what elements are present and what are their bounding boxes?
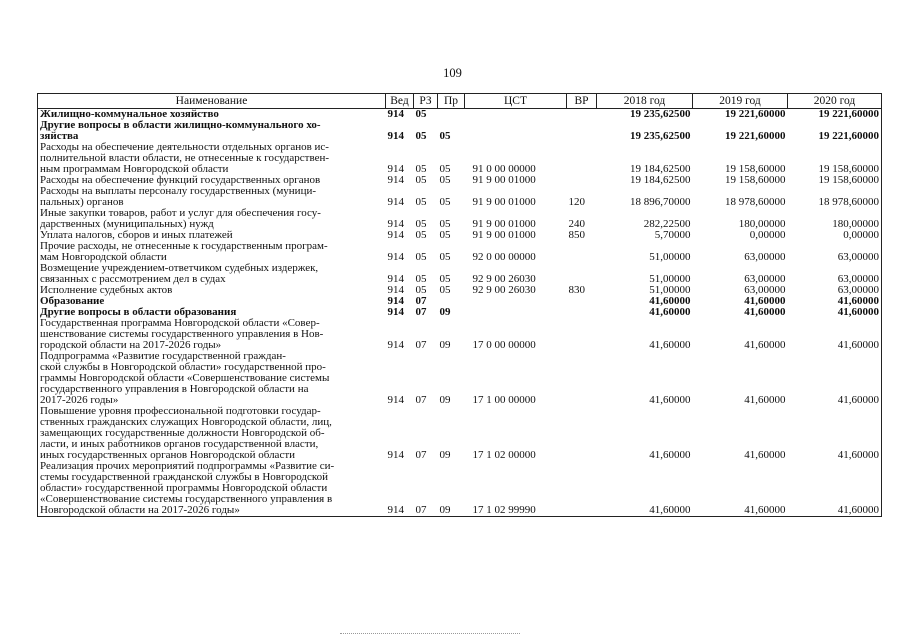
cell-ved: 914 bbox=[387, 163, 404, 175]
col-header-rz: РЗ bbox=[414, 94, 438, 109]
col-header-2020: 2020 год bbox=[788, 94, 882, 109]
cell-y2020: 41,60000 bbox=[788, 406, 882, 461]
table-row bbox=[38, 406, 882, 461]
cell-y2018: 18 896,70000 bbox=[630, 196, 691, 208]
cell-name: Возмещение учреждением-ответчиком судебных издержек, связанных с рассмотрением дел в судах bbox=[38, 263, 386, 285]
cell-vr bbox=[567, 142, 597, 175]
cell-vr bbox=[567, 318, 597, 351]
cell-pr: 05 bbox=[439, 163, 451, 175]
cell-name: Расходы на выплаты персоналу государственных (муници- пальных) органов bbox=[38, 186, 386, 208]
cell-name: Исполнение судебных актов bbox=[38, 285, 386, 296]
cell-pr: 09 bbox=[439, 306, 451, 318]
cell-vr bbox=[567, 351, 597, 406]
cell-ved: 914 bbox=[387, 251, 404, 263]
cell-name: Уплата налогов, сборов и иных платежей bbox=[38, 230, 386, 241]
cell-cst: 91 0 00 00000 bbox=[472, 163, 536, 175]
cell-name: Государственная программа Новгородской области «Совер- шенствование системы государственного управления в Нов- городской области на 2017-2026 годы» bbox=[38, 318, 386, 351]
cell-cst: 92 9 00 26030 bbox=[472, 284, 536, 296]
cell-vr bbox=[567, 296, 597, 307]
cell-y2019: 63,00000 bbox=[744, 251, 786, 263]
cell-vr bbox=[567, 263, 597, 285]
cell-ved: 914 bbox=[387, 284, 404, 296]
cell-y2020: 41,60000 bbox=[788, 296, 882, 307]
cell-pr: 09 bbox=[439, 449, 451, 461]
table-row bbox=[38, 142, 882, 175]
cell-ved: 914 bbox=[387, 394, 404, 406]
cell-pr: 05 bbox=[439, 218, 451, 230]
cell-y2018: 51,00000 bbox=[649, 284, 691, 296]
cell-y2020: 63,00000 bbox=[788, 263, 882, 285]
cell-y2019: 41,60000 bbox=[744, 449, 786, 461]
cell-ved: 914 bbox=[387, 273, 404, 285]
cell-y2019: 180,00000 bbox=[738, 218, 786, 230]
cell-y2020: 19 158,60000 bbox=[788, 175, 882, 186]
cell-pr: 05 bbox=[439, 284, 451, 296]
cell-y2020: 18 978,60000 bbox=[788, 186, 882, 208]
cell-ved: 914 bbox=[387, 196, 404, 208]
cell-rz: 05 bbox=[415, 108, 427, 120]
cell-y2018: 51,00000 bbox=[649, 251, 691, 263]
cell-rz: 07 bbox=[414, 461, 438, 517]
cell-y2020: 41,60000 bbox=[788, 461, 882, 517]
cell-cst bbox=[465, 307, 567, 318]
cell-vr bbox=[567, 461, 597, 517]
cell-name: Расходы на обеспечение функций государственных органов bbox=[38, 175, 386, 186]
cell-vr: 240 bbox=[568, 218, 585, 230]
cell-y2020: 41,60000 bbox=[788, 307, 882, 318]
cell-pr: 05 bbox=[439, 130, 451, 142]
cell-rz: 05 bbox=[415, 273, 427, 285]
cell-ved: 914 bbox=[387, 339, 404, 351]
cell-name: Другие вопросы в области образования bbox=[38, 307, 386, 318]
cell-rz: 07 bbox=[415, 449, 427, 461]
cell-pr: 05 bbox=[439, 273, 451, 285]
cell-y2019: 18 978,60000 bbox=[725, 196, 786, 208]
cell-ved: 914 bbox=[387, 295, 404, 307]
cell-cst bbox=[465, 120, 567, 142]
cell-rz: 07 bbox=[415, 306, 427, 318]
table-header-row bbox=[38, 94, 882, 109]
cell-pr: 09 bbox=[439, 394, 451, 406]
cell-y2019: 19 158,60000 bbox=[725, 163, 786, 175]
cell-name: Повышение уровня профессиональной подготовки государ- ственных гражданских служащих Новгородской области, лиц, замещающих государственные должности Новгородской об- ласти, и иных работников органов государственной власти, иных государственных органов Новгородской области bbox=[38, 406, 386, 461]
cell-y2020: 19 158,60000 bbox=[788, 142, 882, 175]
table-row bbox=[38, 318, 882, 351]
cell-ved: 914 bbox=[387, 449, 404, 461]
cell-pr: 05 bbox=[439, 251, 451, 263]
cell-rz: 05 bbox=[415, 229, 427, 241]
cell-y2019: 19 221,60000 bbox=[725, 130, 786, 142]
cell-name: Образование bbox=[38, 296, 386, 307]
cell-cst: 92 9 00 26030 bbox=[472, 273, 536, 285]
cell-cst: 17 1 02 99990 bbox=[465, 461, 567, 517]
cell-cst: 17 1 00 00000 bbox=[472, 394, 536, 406]
cell-y2018: 19 235,62500 bbox=[630, 108, 691, 120]
cell-cst: 91 9 00 01000 bbox=[472, 229, 536, 241]
cell-y2018: 41,60000 bbox=[649, 449, 691, 461]
col-header-ved: Вед bbox=[386, 94, 414, 109]
cell-y2019: 19 158,60000 bbox=[725, 174, 786, 186]
col-header-vr: ВР bbox=[567, 94, 597, 109]
table-body bbox=[38, 109, 882, 517]
cell-y2018: 282,22500 bbox=[643, 218, 691, 230]
cell-vr bbox=[567, 175, 597, 186]
budget-table bbox=[37, 93, 882, 517]
cell-y2020: 180,00000 bbox=[788, 208, 882, 230]
cell-y2019: 41,60000 bbox=[693, 461, 788, 517]
cell-vr: 830 bbox=[568, 284, 585, 296]
cell-y2019: 41,60000 bbox=[744, 339, 786, 351]
cell-cst: 92 0 00 00000 bbox=[472, 251, 536, 263]
cell-y2020: 41,60000 bbox=[788, 318, 882, 351]
cell-cst: 17 1 02 00000 bbox=[472, 449, 536, 461]
cell-ved: 914 bbox=[386, 461, 414, 517]
cell-rz: 07 bbox=[415, 295, 427, 307]
cell-vr bbox=[567, 120, 597, 142]
cell-y2018: 41,60000 bbox=[649, 306, 691, 318]
cell-pr: 05 bbox=[439, 196, 451, 208]
cell-vr: 120 bbox=[568, 196, 585, 208]
cell-y2018: 51,00000 bbox=[649, 273, 691, 285]
cell-pr bbox=[438, 109, 465, 121]
cell-vr bbox=[567, 406, 597, 461]
cell-cst: 17 0 00 00000 bbox=[472, 339, 536, 351]
cell-rz: 05 bbox=[415, 196, 427, 208]
cell-y2020: 0,00000 bbox=[788, 230, 882, 241]
cell-y2018: 19 235,62500 bbox=[630, 130, 691, 142]
cell-vr bbox=[567, 241, 597, 263]
cell-ved: 914 bbox=[387, 218, 404, 230]
cell-y2019: 41,60000 bbox=[744, 306, 786, 318]
cell-vr bbox=[567, 109, 597, 121]
cell-cst bbox=[465, 109, 567, 121]
cell-name: Реализация прочих мероприятий подпрограммы «Развитие си- стемы государственной гражданской службы в Новгородской области» государственной программы Новгородской области «Совершенствование системы государственного управления в Новгородской области на 2017-2026 годы» bbox=[38, 461, 386, 517]
cell-name: Жилищно-коммунальное хозяйство bbox=[38, 109, 386, 121]
cell-rz: 07 bbox=[415, 339, 427, 351]
cell-name: Расходы на обеспечение деятельности отдельных органов ис- полнительной власти области, не отнесенные к государствен- ным программам Новгородской области bbox=[38, 142, 386, 175]
cell-vr bbox=[567, 307, 597, 318]
cell-pr: 09 bbox=[439, 339, 451, 351]
cell-pr: 09 bbox=[438, 461, 465, 517]
cell-y2018: 41,60000 bbox=[649, 295, 691, 307]
col-header-cst: ЦСТ bbox=[465, 94, 567, 109]
cell-y2018: 41,60000 bbox=[649, 339, 691, 351]
cell-rz: 05 bbox=[415, 130, 427, 142]
cell-y2019: 63,00000 bbox=[744, 284, 786, 296]
cell-pr: 05 bbox=[439, 229, 451, 241]
scan-artifact-divider bbox=[340, 633, 520, 637]
cell-cst: 91 9 00 01000 bbox=[472, 218, 536, 230]
cell-vr: 850 bbox=[568, 229, 585, 241]
cell-y2019: 19 221,60000 bbox=[725, 108, 786, 120]
cell-name: Другие вопросы в области жилищно-коммунального хо- зяйства bbox=[38, 120, 386, 142]
cell-name: Прочие расходы, не отнесенные к государственным програм- мам Новгородской области bbox=[38, 241, 386, 263]
cell-y2020: 63,00000 bbox=[788, 241, 882, 263]
cell-rz: 05 bbox=[415, 284, 427, 296]
cell-y2019: 0,00000 bbox=[749, 229, 786, 241]
col-header-pr: Пр bbox=[438, 94, 465, 109]
table-row bbox=[38, 208, 882, 230]
cell-y2018: 19 184,62500 bbox=[630, 174, 691, 186]
cell-rz: 05 bbox=[415, 251, 427, 263]
cell-y2018: 41,60000 bbox=[597, 461, 693, 517]
col-header-2018: 2018 год bbox=[597, 94, 693, 109]
cell-cst: 91 9 00 01000 bbox=[472, 196, 536, 208]
table-row bbox=[38, 186, 882, 208]
cell-y2020: 63,00000 bbox=[788, 285, 882, 296]
table-row bbox=[38, 241, 882, 263]
table-row bbox=[38, 263, 882, 285]
cell-y2019: 41,60000 bbox=[744, 394, 786, 406]
cell-rz: 05 bbox=[415, 163, 427, 175]
cell-ved: 914 bbox=[387, 306, 404, 318]
cell-y2019: 63,00000 bbox=[744, 273, 786, 285]
cell-y2018: 41,60000 bbox=[649, 394, 691, 406]
cell-y2018: 19 184,62500 bbox=[630, 163, 691, 175]
cell-ved: 914 bbox=[387, 108, 404, 120]
cell-rz: 05 bbox=[415, 174, 427, 186]
table-row bbox=[38, 120, 882, 142]
page-number: 109 bbox=[443, 66, 462, 80]
cell-ved: 914 bbox=[387, 229, 404, 241]
cell-cst bbox=[465, 296, 567, 307]
cell-y2019: 41,60000 bbox=[744, 295, 786, 307]
cell-y2020: 19 221,60000 bbox=[788, 109, 882, 121]
cell-ved: 914 bbox=[387, 174, 404, 186]
cell-rz: 05 bbox=[415, 218, 427, 230]
cell-cst: 91 9 00 01000 bbox=[472, 174, 536, 186]
col-header-2019: 2019 год bbox=[693, 94, 788, 109]
cell-y2018: 5,70000 bbox=[654, 229, 691, 241]
table-row bbox=[38, 461, 882, 517]
cell-y2020: 19 221,60000 bbox=[788, 120, 882, 142]
table-row bbox=[38, 351, 882, 406]
cell-name: Иные закупки товаров, работ и услуг для обеспечения госу- дарственных (муниципальных) нужд bbox=[38, 208, 386, 230]
cell-y2020: 41,60000 bbox=[788, 351, 882, 406]
cell-rz: 07 bbox=[415, 394, 427, 406]
col-header-name: Наименование bbox=[38, 94, 386, 109]
cell-name: Подпрограмма «Развитие государственной граждан- ской службы в Новгородской области» государственной про- граммы Новгородской области «Совершенствование системы государственного управления в Новгородской области на 2017-2026 годы» bbox=[38, 351, 386, 406]
cell-pr: 05 bbox=[439, 174, 451, 186]
cell-ved: 914 bbox=[387, 130, 404, 142]
